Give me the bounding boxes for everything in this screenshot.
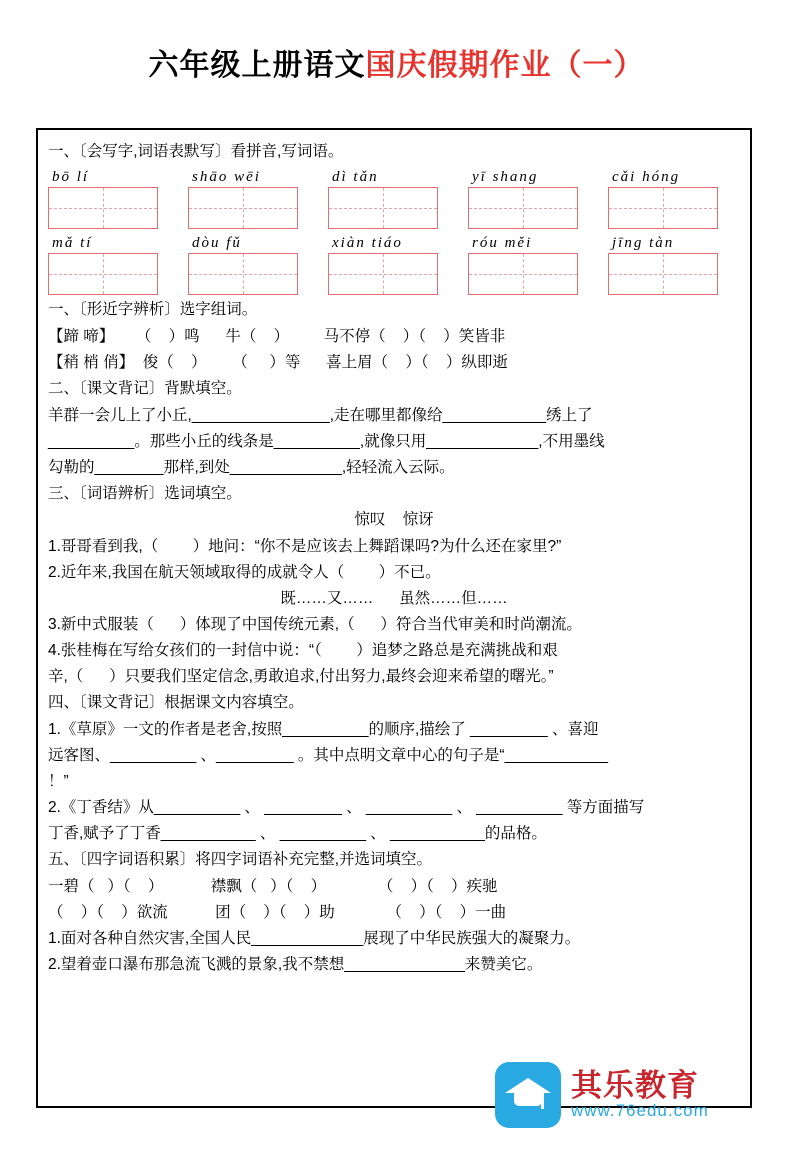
section-6-question-2: 2.望着壶口瀑布那急流飞溅的景象,我不禁想______________来赞美它。 bbox=[48, 956, 543, 973]
worksheet-page bbox=[0, 40, 793, 1162]
logo-text bbox=[571, 1067, 709, 1121]
page-title-red: 国庆假期作业（一） bbox=[365, 49, 645, 82]
tianzige-box[interactable] bbox=[608, 253, 718, 295]
tianzige-box[interactable] bbox=[188, 253, 298, 295]
pinyin-cell bbox=[468, 167, 598, 229]
section-3-line-1: 羊群一会儿上了小丘,________________,走在哪里都像给____________绣上了 bbox=[48, 406, 593, 424]
pinyin-cell bbox=[188, 233, 318, 295]
pinyin-row-2 bbox=[48, 233, 740, 295]
section-2-line-1: 【蹄 啼】 （ ）鸣 牛（ ） 马不停（ ）（ ）笑皆非 bbox=[48, 327, 506, 345]
section-4-question-4-cont: 辛,（ ）只要我们坚定信念,勇敢追求,付出努力,最终会迎来希望的曙光。” bbox=[48, 668, 554, 686]
page-title-black: 六年级上册语文 bbox=[148, 49, 366, 82]
section-5-line-2: 远客图、__________ 、_________ 。其中点明文章中心的句子是“____________ bbox=[48, 746, 609, 764]
section-6-question-1: 1.面对各种自然灾害,全国人民_____________展现了中华民族强大的凝聚力。 bbox=[48, 929, 581, 947]
section-3-line-2: __________。那些小丘的线条是__________,就像只用_____________,不用墨线 bbox=[48, 432, 605, 450]
section-5-line-1: 1.《草原》一文的作者是老舍,按照__________的顺序,描绘了 _________ 、喜迎 bbox=[48, 720, 599, 738]
pinyin-text: dì tǎn bbox=[332, 169, 379, 186]
tianzige-box[interactable] bbox=[48, 253, 158, 295]
section-2-heading: 一、〔形近字辨析〕选字组词。 bbox=[48, 301, 258, 319]
pinyin-cell bbox=[608, 233, 738, 295]
section-5-line-4: 2.《丁香结》从__________ 、 _________ 、 __________ 、 __________ 等方面描写 bbox=[48, 798, 645, 816]
page-title bbox=[0, 40, 793, 84]
pinyin-text: róu měi bbox=[472, 235, 533, 252]
tianzige-box[interactable] bbox=[608, 187, 718, 229]
section-6-line-2: （ ）（ ）欲流 团（ ）（ ）助 （ ）（ ）一曲 bbox=[48, 903, 507, 921]
section-6-line-1: 一碧（ ）（ ） 襟飘（ ）（ ） （ ）（ ）疾驰 bbox=[48, 877, 498, 895]
pinyin-cell bbox=[468, 233, 598, 295]
pinyin-cell bbox=[48, 167, 178, 229]
logo-name: 其乐教育 bbox=[571, 1067, 699, 1103]
graduation-cap-icon bbox=[495, 1062, 561, 1128]
pinyin-text: xiàn tiáo bbox=[332, 235, 403, 252]
section-3-heading: 二、〔课文背记〕背默填空。 bbox=[48, 380, 242, 398]
tianzige-box[interactable] bbox=[328, 253, 438, 295]
logo-url: www.76edu.com bbox=[571, 1101, 709, 1121]
section-3-line-3: 勾勒的________那样,到处_____________,轻轻流入云际。 bbox=[48, 458, 455, 476]
section-5-line-3: ！” bbox=[48, 772, 69, 790]
worksheet-frame bbox=[36, 128, 752, 1108]
section-4-heading: 三、〔词语辨析〕选词填空。 bbox=[48, 484, 242, 502]
pinyin-cell bbox=[188, 167, 318, 229]
tianzige-box[interactable] bbox=[188, 187, 298, 229]
pinyin-text: bō lí bbox=[52, 169, 90, 186]
pinyin-row-1 bbox=[48, 167, 740, 229]
section-6-heading: 五、〔四字词语积累〕将四字词语补充完整,并选词填空。 bbox=[48, 851, 433, 869]
pinyin-text: yī shang bbox=[472, 169, 539, 186]
pinyin-text: shāo wēi bbox=[192, 169, 261, 186]
section-1-heading: 一、〔会写字,词语表默写〕看拼音,写词语。 bbox=[48, 143, 344, 160]
pinyin-cell bbox=[328, 167, 458, 229]
section-2-line-2: 【稍 梢 俏】 俊（ ） （ ）等 喜上眉（ ）（ ）纵即逝 bbox=[48, 354, 508, 372]
section-4-question-3: 3.新中式服装（ ）体现了中国传统元素,（ ）符合当代审美和时尚潮流。 bbox=[48, 615, 582, 633]
pinyin-text: mǎ tí bbox=[52, 235, 93, 252]
pinyin-cell bbox=[48, 233, 178, 295]
section-4-question-4: 4.张桂梅在写给女孩们的一封信中说：“（ ）追梦之路总是充满挑战和艰 bbox=[48, 641, 558, 659]
section-4-question-1: 1.哥哥看到我,（ ）地问：“你不是应该去上舞蹈课吗?为什么还在家里?” bbox=[48, 537, 562, 555]
tianzige-box[interactable] bbox=[468, 187, 578, 229]
section-4-word-bank-2: 既……又…… 虽然……但…… bbox=[280, 589, 508, 607]
pinyin-cell bbox=[328, 233, 458, 295]
section-4-question-2: 2.近年来,我国在航天领域取得的成就令人（ ）不已。 bbox=[48, 563, 441, 581]
watermark-logo bbox=[495, 1062, 709, 1128]
section-5-line-5: 丁香,赋予了丁香___________ 、 __________ 、 ___________的品格。 bbox=[48, 825, 547, 843]
tianzige-box[interactable] bbox=[328, 187, 438, 229]
section-4-word-bank-1: 惊叹 惊讶 bbox=[354, 511, 434, 529]
pinyin-text: cǎi hóng bbox=[612, 169, 681, 186]
tianzige-box[interactable] bbox=[468, 253, 578, 295]
pinyin-cell bbox=[608, 167, 738, 229]
pinyin-text: dòu fǔ bbox=[192, 235, 242, 252]
tianzige-box[interactable] bbox=[48, 187, 158, 229]
section-5-heading: 四、〔课文背记〕根据课文内容填空。 bbox=[48, 694, 304, 712]
pinyin-text: jīng tàn bbox=[612, 235, 675, 252]
